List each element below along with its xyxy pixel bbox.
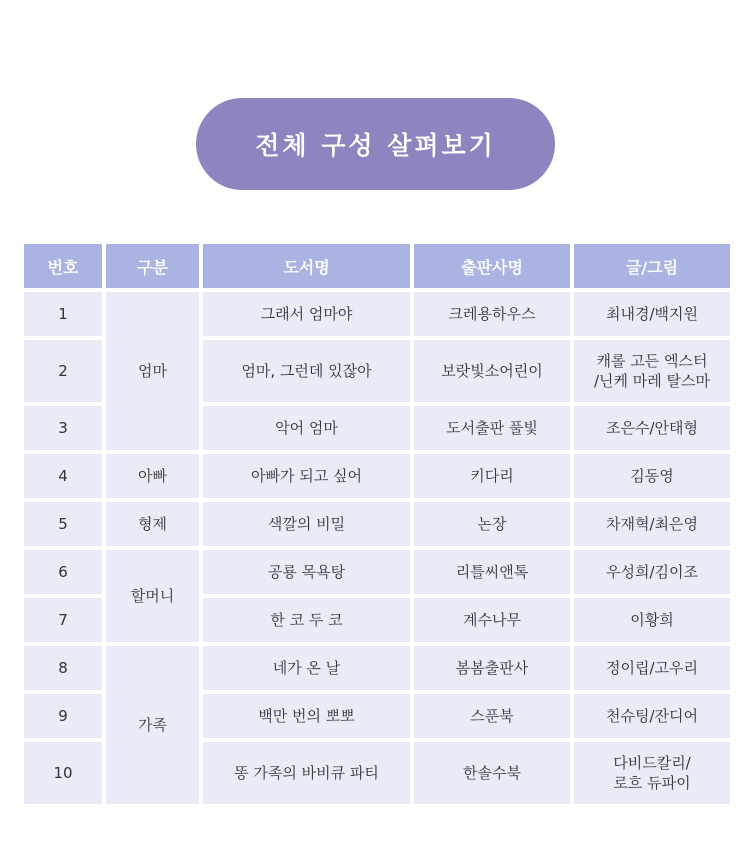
- row-publisher: 한솔수북: [414, 742, 570, 804]
- row-publisher: 보랏빛소어린이: [414, 340, 570, 402]
- row-number: 5: [24, 502, 102, 546]
- row-author: 천슈팅/잔디어: [574, 694, 730, 738]
- row-number: 9: [24, 694, 102, 738]
- row-publisher: 논장: [414, 502, 570, 546]
- title-banner: [196, 98, 555, 190]
- row-author: 정이립/고우리: [574, 646, 730, 690]
- row-number: 7: [24, 598, 102, 642]
- row-number: 1: [24, 292, 102, 336]
- row-book-title: 아빠가 되고 싶어: [203, 454, 410, 498]
- row-author: 조은수/안태형: [574, 406, 730, 450]
- row-book-title: 악어 엄마: [203, 406, 410, 450]
- row-publisher: 도서출판 풀빛: [414, 406, 570, 450]
- book-list-table: [20, 240, 734, 808]
- row-book-title: 공룡 목욕탕: [203, 550, 410, 594]
- table-header-row: [24, 244, 730, 288]
- row-book-title: 똥 가족의 바비큐 파티: [203, 742, 410, 804]
- row-publisher: 계수나무: [414, 598, 570, 642]
- header-category: 구분: [106, 244, 199, 288]
- row-category: 형제: [106, 502, 199, 546]
- row-book-title: 엄마, 그런데 있잖아: [203, 340, 410, 402]
- row-author: 다비드칼리/ 로흐 듀파이: [574, 742, 730, 804]
- page-title: 전체 구성 살펴보기: [255, 131, 496, 160]
- row-category: 엄마: [106, 292, 199, 450]
- row-publisher: 스푼북: [414, 694, 570, 738]
- row-author: 최내경/백지원: [574, 292, 730, 336]
- row-author: 우성희/김이조: [574, 550, 730, 594]
- row-author: 차재혁/최은영: [574, 502, 730, 546]
- row-number: 4: [24, 454, 102, 498]
- table-row: [24, 292, 730, 336]
- header-publisher: 출판사명: [414, 244, 570, 288]
- row-publisher: 리틀씨앤톡: [414, 550, 570, 594]
- header-number: 번호: [24, 244, 102, 288]
- row-book-title: 한 코 두 코: [203, 598, 410, 642]
- header-author: 글/그림: [574, 244, 730, 288]
- row-publisher: 크레용하우스: [414, 292, 570, 336]
- table-row: [24, 646, 730, 690]
- row-book-title: 백만 번의 뽀뽀: [203, 694, 410, 738]
- row-book-title: 네가 온 날: [203, 646, 410, 690]
- row-book-title: 그래서 엄마야: [203, 292, 410, 336]
- row-number: 6: [24, 550, 102, 594]
- row-number: 10: [24, 742, 102, 804]
- row-number: 3: [24, 406, 102, 450]
- row-author: 이황희: [574, 598, 730, 642]
- row-publisher: 키다리: [414, 454, 570, 498]
- row-category: 가족: [106, 646, 199, 804]
- row-book-title: 색깔의 비밀: [203, 502, 410, 546]
- table-row: [24, 454, 730, 498]
- header-book-title: 도서명: [203, 244, 410, 288]
- row-number: 8: [24, 646, 102, 690]
- row-author: 캐롤 고든 엑스터 /닌케 마레 탈스마: [574, 340, 730, 402]
- table-row: [24, 550, 730, 594]
- row-publisher: 봄봄출판사: [414, 646, 570, 690]
- row-number: 2: [24, 340, 102, 402]
- table-row: [24, 502, 730, 546]
- row-category: 아빠: [106, 454, 199, 498]
- row-author: 김동영: [574, 454, 730, 498]
- row-category: 할머니: [106, 550, 199, 642]
